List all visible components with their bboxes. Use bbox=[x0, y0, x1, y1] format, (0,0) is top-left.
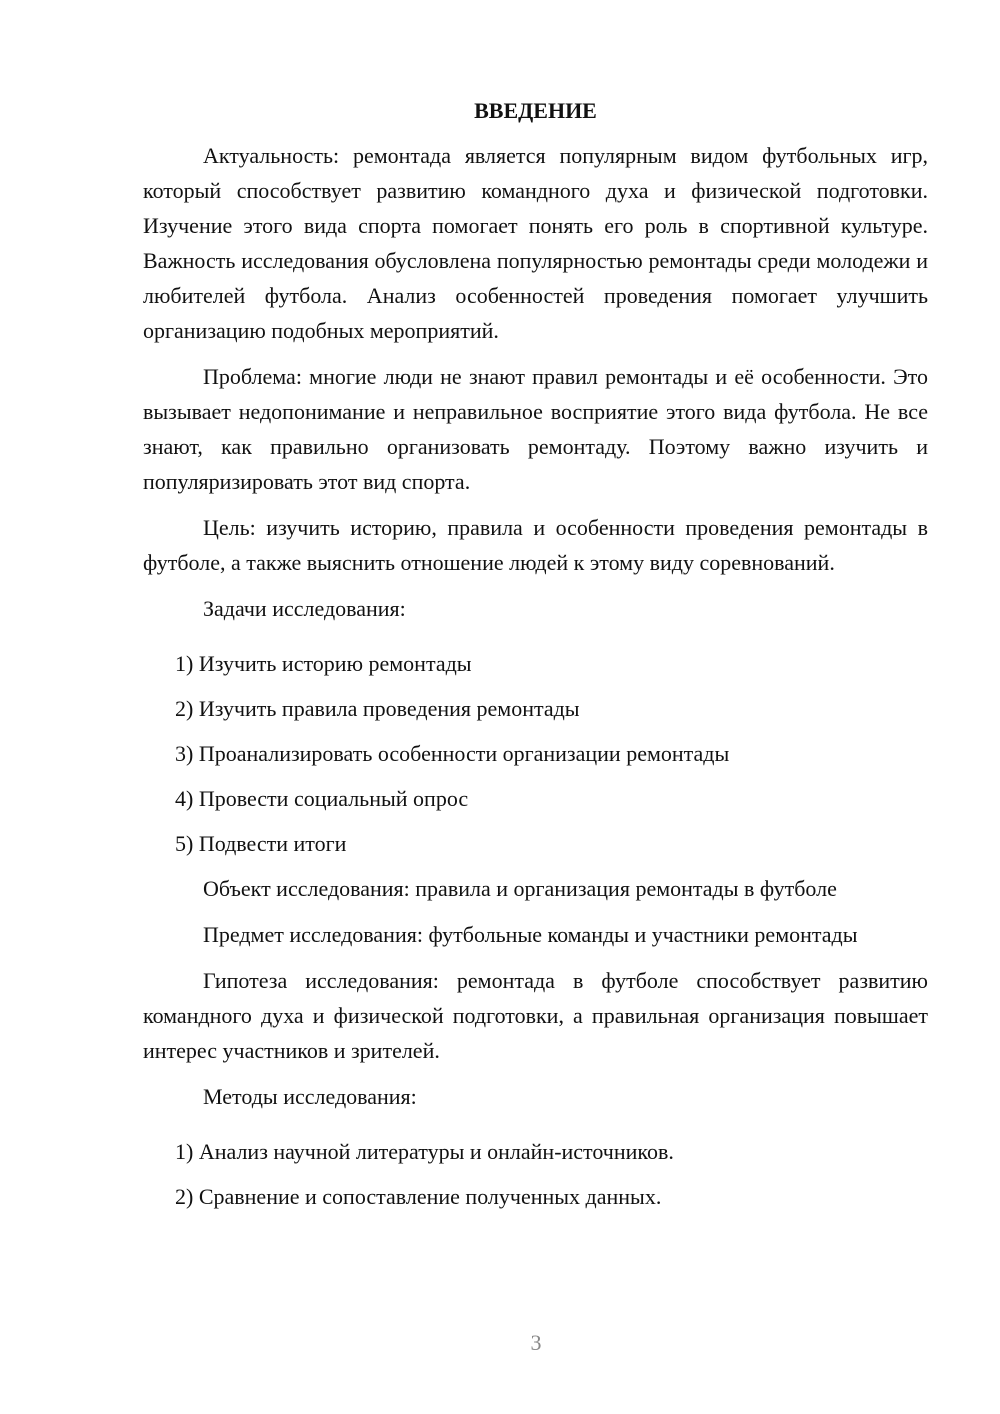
relevance-paragraph: Актуальность: ремонтада является популярным видом футбольных игр, который способствует развитию командного духа и физической подготовки. Изучение этого вида спорта помогает понять его роль в спортивной культуре. Важность исследования обусловлена популярностью ремонтады среди молодежи и любителей футбола. Анализ особенностей проведения помогает улучшить организацию подобных мероприятий. bbox=[143, 143, 928, 343]
hypothesis-paragraph: Гипотеза исследования: ремонтада в футболе способствует развитию командного духа и физической подготовки, а правильная организация повышает интерес участников и зрителей. bbox=[143, 968, 928, 1063]
list-item: 1) Анализ научной литературы и онлайн-источников. bbox=[175, 1139, 674, 1164]
section-heading: ВВЕДЕНИЕ bbox=[474, 98, 597, 123]
page-number: 3 bbox=[530, 1330, 542, 1355]
goal-paragraph: Цель: изучить историю, правила и особенности проведения ремонтады в футболе, а также выяснить отношение людей к этому виду соревнований. bbox=[143, 515, 928, 575]
list-item: 5) Подвести итоги bbox=[175, 831, 347, 856]
list-item: 2) Изучить правила проведения ремонтады bbox=[175, 696, 580, 721]
subject-paragraph: Предмет исследования: футбольные команды и участники ремонтады bbox=[203, 922, 858, 947]
object-paragraph: Объект исследования: правила и организация ремонтады в футболе bbox=[203, 876, 837, 901]
list-item: 3) Проанализировать особенности организации ремонтады bbox=[175, 741, 730, 766]
list-item: 1) Изучить историю ремонтады bbox=[175, 651, 472, 676]
list-item: 4) Провести социальный опрос bbox=[175, 786, 469, 811]
document-body bbox=[143, 96, 928, 1224]
tasks-title: Задачи исследования: bbox=[203, 596, 406, 621]
methods-title: Методы исследования: bbox=[203, 1084, 417, 1109]
list-item: 2) Сравнение и сопоставление полученных данных. bbox=[175, 1184, 662, 1209]
methods-list bbox=[143, 1134, 928, 1214]
tasks-list bbox=[143, 646, 928, 861]
problem-paragraph: Проблема: многие люди не знают правил ремонтады и её особенности. Это вызывает недопонимание и неправильное восприятие этого вида футбола. Не все знают, как правильно организовать ремонтаду. Поэтому важно изучить и популяризировать этот вид спорта. bbox=[143, 364, 928, 494]
